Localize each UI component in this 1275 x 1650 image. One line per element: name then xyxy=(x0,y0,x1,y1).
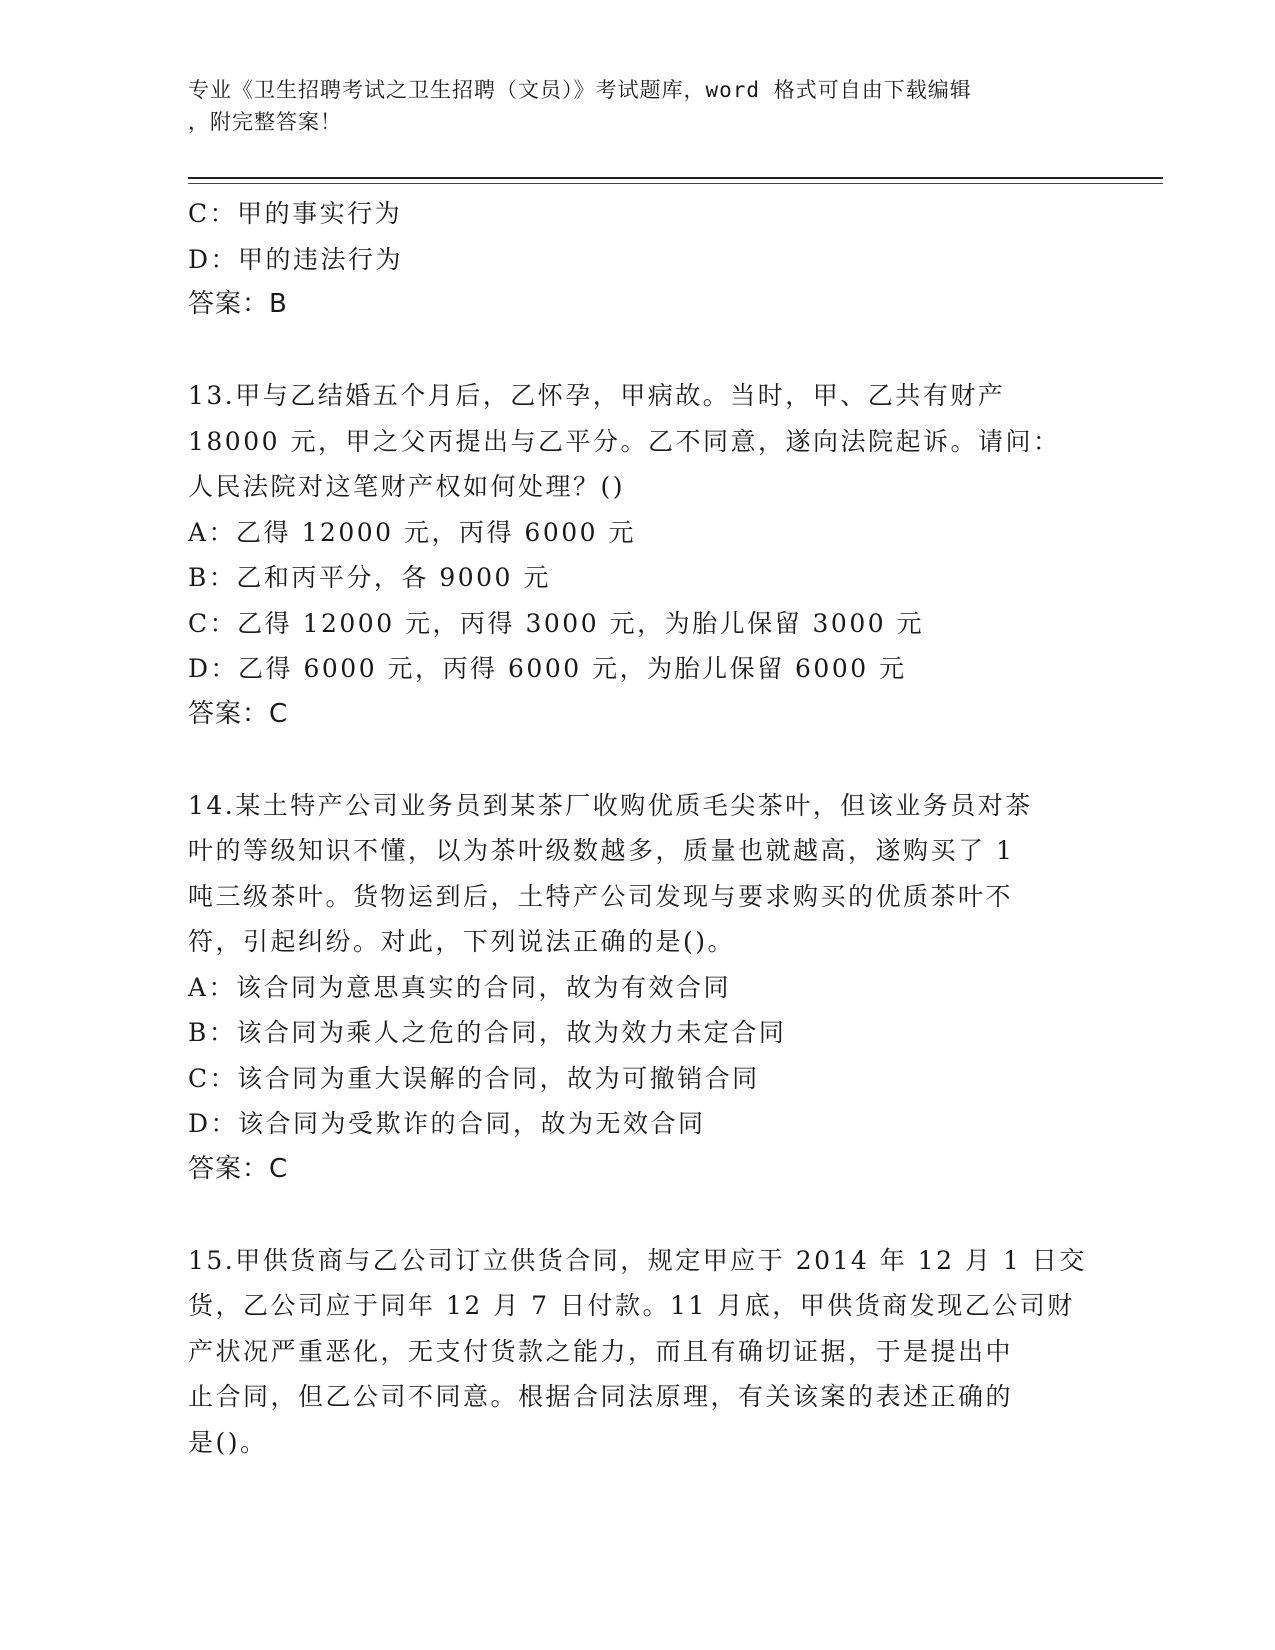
question-14 xyxy=(188,783,1088,1193)
question-stem-line: 符，引起纠纷。对此，下列说法正确的是()。 xyxy=(188,927,736,956)
option-d: D：甲的违法行为 xyxy=(188,244,404,274)
question-stem-line: 人民法院对这笔财产权如何处理？() xyxy=(188,472,626,501)
option-d: D：乙得 6000 元，丙得 6000 元，为胎儿保留 6000 元 xyxy=(188,654,907,683)
option-c: C：乙得 12000 元，丙得 3000 元，为胎儿保留 3000 元 xyxy=(188,608,925,638)
header-divider-thin xyxy=(188,183,1163,184)
question-15 xyxy=(188,1238,1088,1466)
option-a: A：该合同为意思真实的合同，故为有效合同 xyxy=(188,972,732,1002)
question-stem-line: 吨三级茶叶。货物运到后，土特产公司发现与要求购买的优质茶叶不 xyxy=(188,881,1014,911)
question-stem-line: 货，乙公司应于同年 12 月 7 日付款。11 月底，甲供货商发现乙公司财 xyxy=(188,1291,1075,1320)
question-stem-line: 18000 元，甲之父丙提出与乙平分。乙不同意，遂向法院起诉。请问： xyxy=(188,426,1061,456)
answer-line: 答案：C xyxy=(188,1153,289,1184)
question-stem-line: 产状况严重恶化，无支付货款之能力，而且有确切证据，于是提出中 xyxy=(188,1336,1014,1366)
answer-line: 答案：B xyxy=(188,289,288,319)
question-spacer xyxy=(188,328,1088,374)
question-spacer xyxy=(188,737,1088,783)
document-body xyxy=(188,191,1088,1465)
question-stem-line: 13.甲与乙结婚五个月后，乙怀孕，甲病故。当时，甲、乙共有财产 xyxy=(188,381,1006,410)
option-b: B：乙和丙平分，各 9000 元 xyxy=(188,563,551,592)
document-header xyxy=(188,74,1088,138)
header-divider-thick xyxy=(188,177,1163,179)
question-spacer xyxy=(188,1192,1088,1238)
option-c: C：甲的事实行为 xyxy=(188,199,403,228)
header-title-line-2: ，附完整答案！ xyxy=(188,110,342,134)
option-b: B：该合同为乘人之危的合同，故为效力未定合同 xyxy=(188,1018,787,1047)
question-stem-line: 叶的等级知识不懂，以为茶叶级数越多，质量也就越高，遂购买了 1 xyxy=(188,836,1015,865)
prev-question-tail xyxy=(188,191,1088,328)
header-title-line-1: 专业《卫生招聘考试之卫生招聘（文员）》考试题库，word 格式可自由下载编辑 xyxy=(188,78,972,102)
question-stem-line: 15.甲供货商与乙公司订立供货合同，规定甲应于 2014 年 12 月 1 日交 xyxy=(188,1245,1087,1275)
question-stem-line: 止合同，但乙公司不同意。根据合同法原理，有关该案的表述正确的 xyxy=(188,1382,1014,1411)
question-stem-line: 是()。 xyxy=(188,1427,268,1457)
question-13 xyxy=(188,373,1088,737)
question-stem-line: 14.某土特产公司业务员到某茶厂收购优质毛尖茶叶，但该业务员对茶 xyxy=(188,790,1033,820)
answer-line: 答案：C xyxy=(188,698,289,729)
option-c: C：该合同为重大误解的合同，故为可撤销合同 xyxy=(188,1063,760,1093)
option-a: A：乙得 12000 元，丙得 6000 元 xyxy=(188,517,636,547)
option-d: D：该合同为受欺诈的合同，故为无效合同 xyxy=(188,1109,706,1138)
